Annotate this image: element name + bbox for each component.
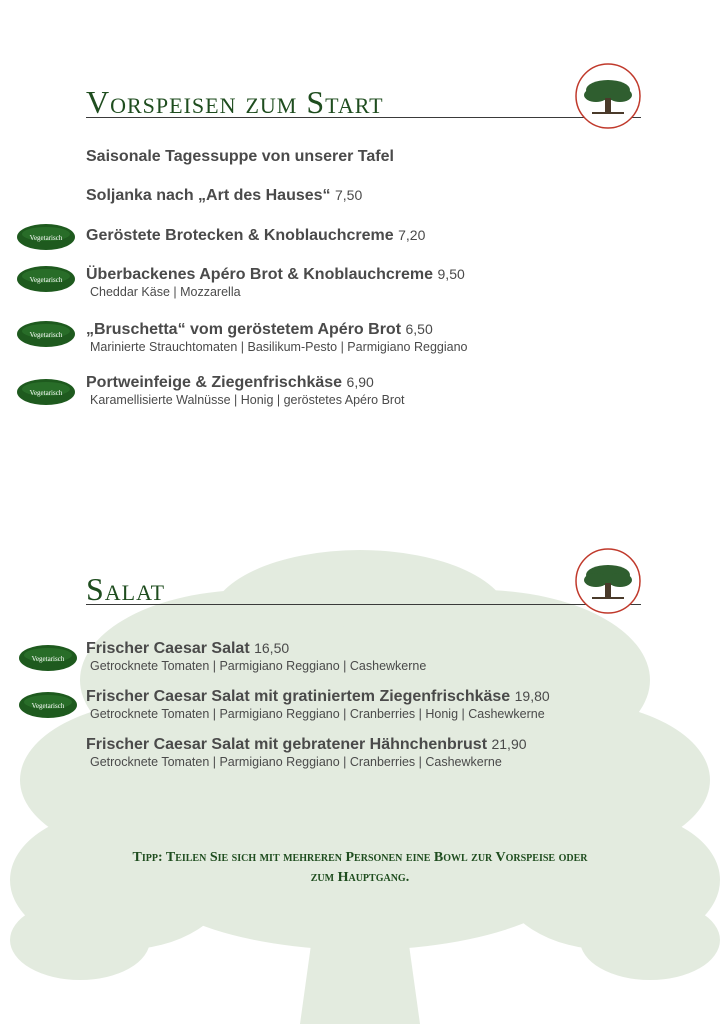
item-price: 19,80 (514, 688, 550, 704)
item-name: Portweinfeige & Ziegenfrischkäse (86, 374, 343, 391)
menu-item (86, 227, 425, 245)
item-price: 7,50 (334, 187, 363, 203)
item-description: Karamellisierte Walnüsse | Honig | geröstetes Apéro Brot (90, 393, 405, 407)
vegetarian-badge-label: Vegetarisch (29, 389, 63, 397)
item-description: Getrocknete Tomaten | Parmigiano Reggiano | Cashewkerne (90, 659, 427, 673)
item-price: 6,50 (405, 321, 433, 337)
item-price: 6,90 (346, 374, 374, 390)
oak-tree-logo (574, 547, 642, 615)
vegetarian-badge-label: Vegetarisch (31, 655, 65, 663)
item-description: Marinierte Strauchtomaten | Basilikum-Pesto | Parmigiano Reggiano (90, 340, 468, 354)
item-name: Saisonale Tagessuppe von unserer Tafel (86, 148, 394, 165)
item-price: 16,50 (254, 640, 290, 656)
vegetarian-badge-label: Vegetarisch (29, 331, 63, 339)
section-title-vorspeisen: Vorspeisen zum Start (86, 84, 384, 120)
section-title-salat: Salat (86, 571, 166, 607)
vegetarian-badge-label: Vegetarisch (29, 276, 63, 284)
item-name: Geröstete Brotecken & Knoblauchcreme (86, 227, 394, 244)
item-description: Getrocknete Tomaten | Parmigiano Reggiano | Cranberries | Cashewkerne (90, 755, 502, 769)
tip-line-2: zum Hauptgang. (310, 870, 410, 885)
section-divider (86, 604, 641, 605)
vegetarian-badge-label: Vegetarisch (31, 702, 65, 710)
tip-line-1: Tipp: Teilen Sie sich mit mehreren Personen eine Bowl zur Vorspeise oder (132, 850, 588, 865)
item-name: „Bruschetta“ vom geröstetem Apéro Brot (86, 321, 402, 338)
menu-item (86, 187, 362, 205)
menu-item (86, 266, 465, 299)
item-name: Frischer Caesar Salat mit gebratener Hähnchenbrust (86, 736, 488, 753)
tip-note (90, 848, 630, 888)
vegetarian-badge (16, 377, 76, 407)
oak-tree-logo (574, 62, 642, 130)
item-price: 21,90 (491, 736, 527, 752)
menu-item (86, 736, 527, 769)
item-price: 7,20 (398, 227, 426, 243)
menu-item (86, 321, 468, 354)
item-description: Getrocknete Tomaten | Parmigiano Reggiano | Cranberries | Honig | Cashewkerne (90, 707, 545, 721)
item-name: Frischer Caesar Salat (86, 640, 250, 657)
menu-item (86, 374, 405, 407)
vegetarian-badge (18, 690, 78, 720)
vegetarian-badge-label: Vegetarisch (29, 234, 63, 242)
vegetarian-badge (16, 222, 76, 252)
vegetarian-badge (16, 264, 76, 294)
menu-item (86, 640, 426, 673)
section-divider (86, 117, 641, 118)
vegetarian-badge (18, 643, 78, 673)
item-name: Soljanka nach „Art des Hauses“ (86, 187, 331, 204)
item-description: Cheddar Käse | Mozzarella (90, 285, 241, 299)
menu-item (86, 148, 394, 166)
item-name: Frischer Caesar Salat mit gratiniertem Ziegenfrischkäse (86, 688, 511, 705)
item-price: 9,50 (437, 266, 465, 282)
vegetarian-badge (16, 319, 76, 349)
menu-item (86, 688, 550, 721)
item-name: Überbackenes Apéro Brot & Knoblauchcreme (86, 266, 434, 283)
